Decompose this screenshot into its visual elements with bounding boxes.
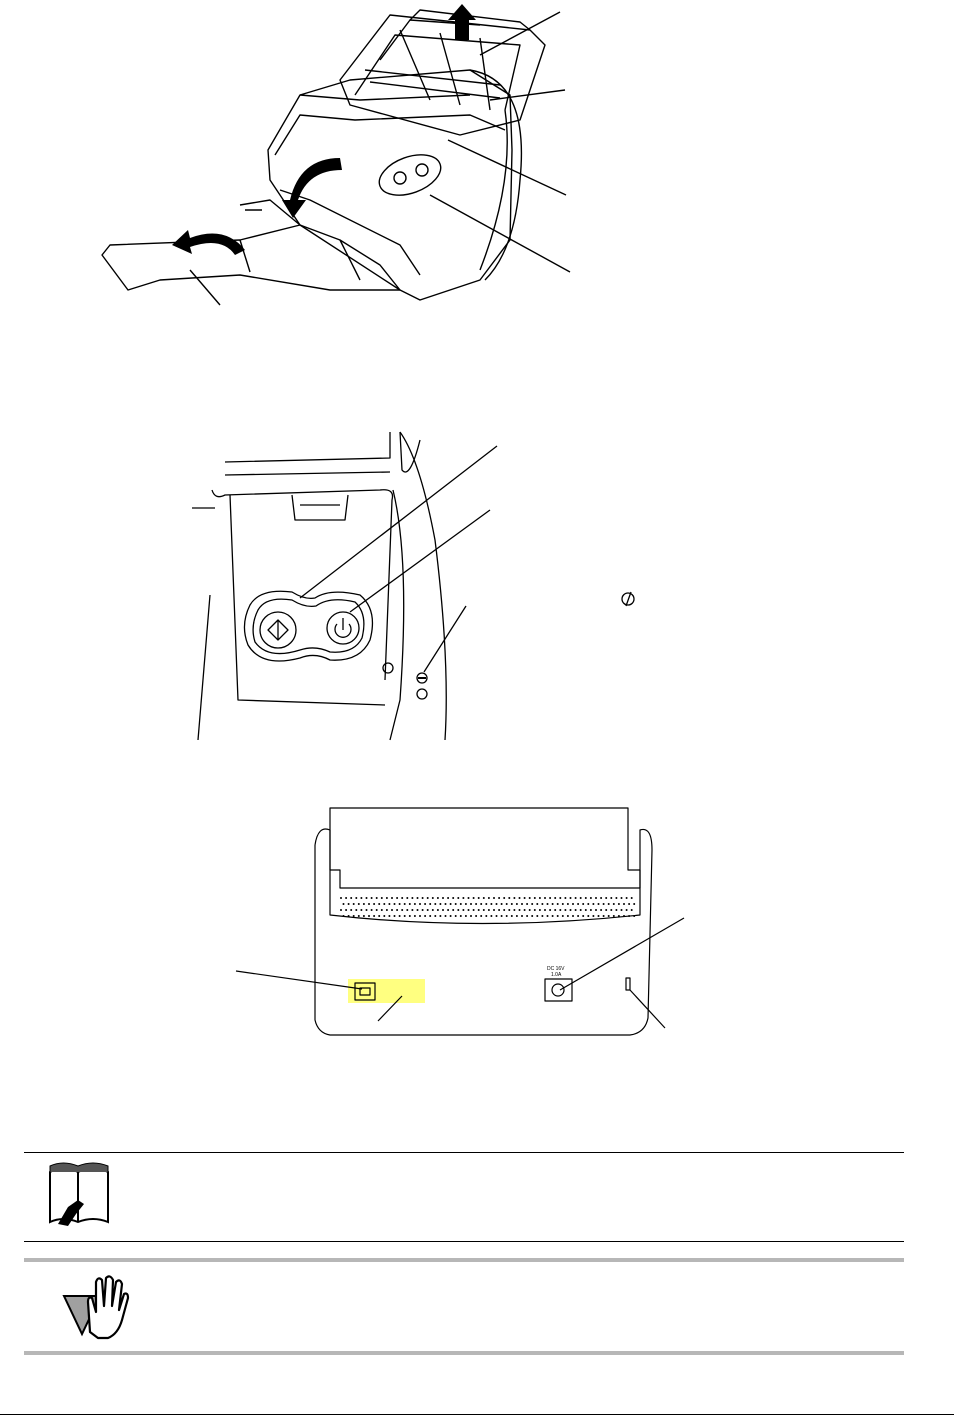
dc-label-line1: DC 16V bbox=[547, 966, 565, 972]
caution-top-rule bbox=[24, 1258, 904, 1262]
caution-bottom-rule bbox=[24, 1351, 904, 1355]
dc-label-line2: 1.0A bbox=[551, 972, 562, 978]
security-slot bbox=[626, 978, 630, 990]
scanner-back-body bbox=[315, 845, 652, 1035]
hint-bottom-rule bbox=[24, 1241, 904, 1242]
dc-inlet bbox=[545, 979, 572, 1001]
hint-top-rule bbox=[24, 1152, 904, 1153]
footer-rule bbox=[0, 1414, 954, 1415]
caution-hand-icon bbox=[60, 1272, 150, 1347]
vent-holes bbox=[340, 897, 635, 917]
hint-book-icon bbox=[48, 1162, 110, 1235]
